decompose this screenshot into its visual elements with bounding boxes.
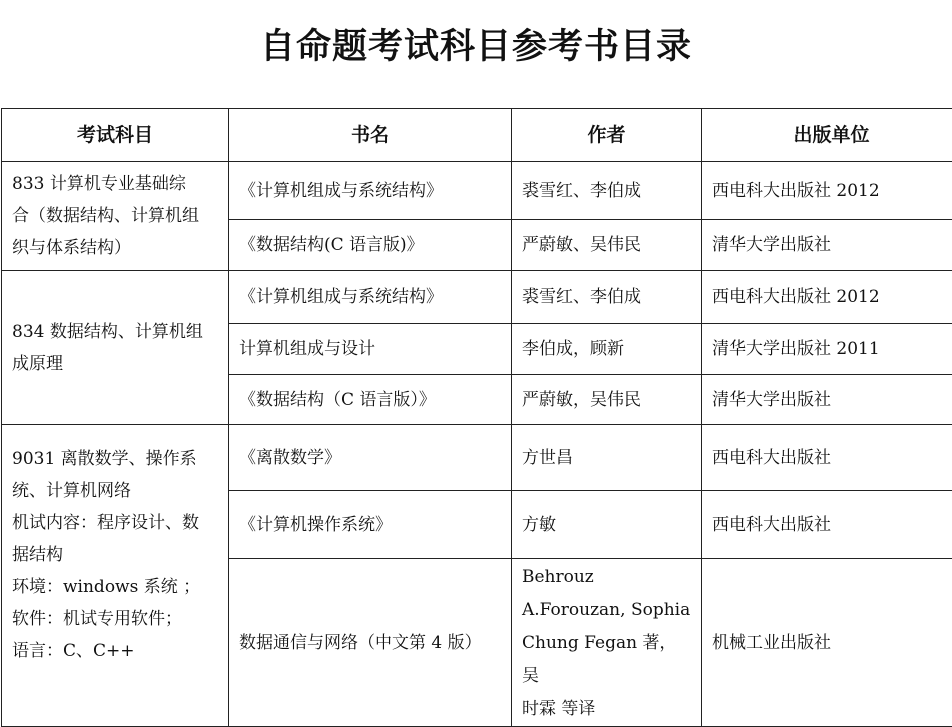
reference-book-table xyxy=(1,108,952,727)
header-author: 作者 xyxy=(512,109,702,162)
author-cell: 方敏 xyxy=(512,491,702,559)
author-cell: 李伯成，顾新 xyxy=(512,324,702,375)
subject-line: 机试内容：程序设计、数 xyxy=(12,507,218,539)
author-cell: 裘雪红、李伯成 xyxy=(512,271,702,324)
table-row xyxy=(2,425,952,491)
publisher-cell: 机械工业出版社 xyxy=(702,559,952,727)
header-book: 书名 xyxy=(229,109,512,162)
header-subject: 考试科目 xyxy=(2,109,229,162)
subject-line: 统、计算机网络 xyxy=(12,475,218,507)
publisher-cell: 清华大学出版社 2011 xyxy=(702,324,952,375)
publisher-cell: 西电科大出版社 xyxy=(702,491,952,559)
subject-cell-833 xyxy=(2,162,229,271)
subject-line: 织与体系结构） xyxy=(12,232,218,264)
book-title-cell: 《离散数学》 xyxy=(229,425,512,491)
subject-line: 据结构 xyxy=(12,539,218,571)
subject-line: 合（数据结构、计算机组 xyxy=(12,200,218,232)
table-row xyxy=(2,162,952,220)
subject-line: 环境：windows 系统 ； xyxy=(12,571,218,603)
subject-line: 833 计算机专业基础综 xyxy=(12,168,218,200)
book-title-cell: 数据通信与网络（中文第 4 版） xyxy=(229,559,512,727)
table-row xyxy=(2,271,952,324)
subject-cell-834 xyxy=(2,271,229,425)
author-cell: 方世昌 xyxy=(512,425,702,491)
publisher-cell: 西电科大出版社 2012 xyxy=(702,271,952,324)
publisher-cell: 清华大学出版社 xyxy=(702,375,952,425)
subject-line: 834 数据结构、计算机组 xyxy=(12,316,218,348)
publisher-cell: 西电科大出版社 2012 xyxy=(702,162,952,220)
book-title-cell: 计算机组成与设计 xyxy=(229,324,512,375)
subject-line: 语言：C、C++ xyxy=(12,635,218,667)
publisher-cell: 西电科大出版社 xyxy=(702,425,952,491)
author-cell xyxy=(512,559,702,727)
book-title-cell: 《计算机组成与系统结构》 xyxy=(229,271,512,324)
author-line: Chung Fegan 著，吴 xyxy=(522,627,691,693)
header-publisher: 出版单位 xyxy=(702,109,952,162)
author-cell: 裘雪红、李伯成 xyxy=(512,162,702,220)
book-title-cell: 《数据结构（C 语言版）》 xyxy=(229,375,512,425)
book-title-cell: 《计算机组成与系统结构》 xyxy=(229,162,512,220)
author-cell: 严蔚敏、吴伟民 xyxy=(512,220,702,271)
subject-cell-9031 xyxy=(2,425,229,727)
book-title-cell: 《数据结构(C 语言版)》 xyxy=(229,220,512,271)
author-cell: 严蔚敏，吴伟民 xyxy=(512,375,702,425)
page-title: 自命题考试科目参考书目录 xyxy=(0,22,952,72)
publisher-cell: 清华大学出版社 xyxy=(702,220,952,271)
subject-line: 成原理 xyxy=(12,348,218,380)
author-line: 时霖 等译 xyxy=(522,693,691,726)
author-line: A.Forouzan, Sophia xyxy=(522,594,691,627)
subject-line: 软件：机试专用软件； xyxy=(12,603,218,635)
author-line: Behrouz xyxy=(522,561,691,594)
subject-line: 9031 离散数学、操作系 xyxy=(12,443,218,475)
book-title-cell: 《计算机操作系统》 xyxy=(229,491,512,559)
table-header-row xyxy=(2,109,952,162)
